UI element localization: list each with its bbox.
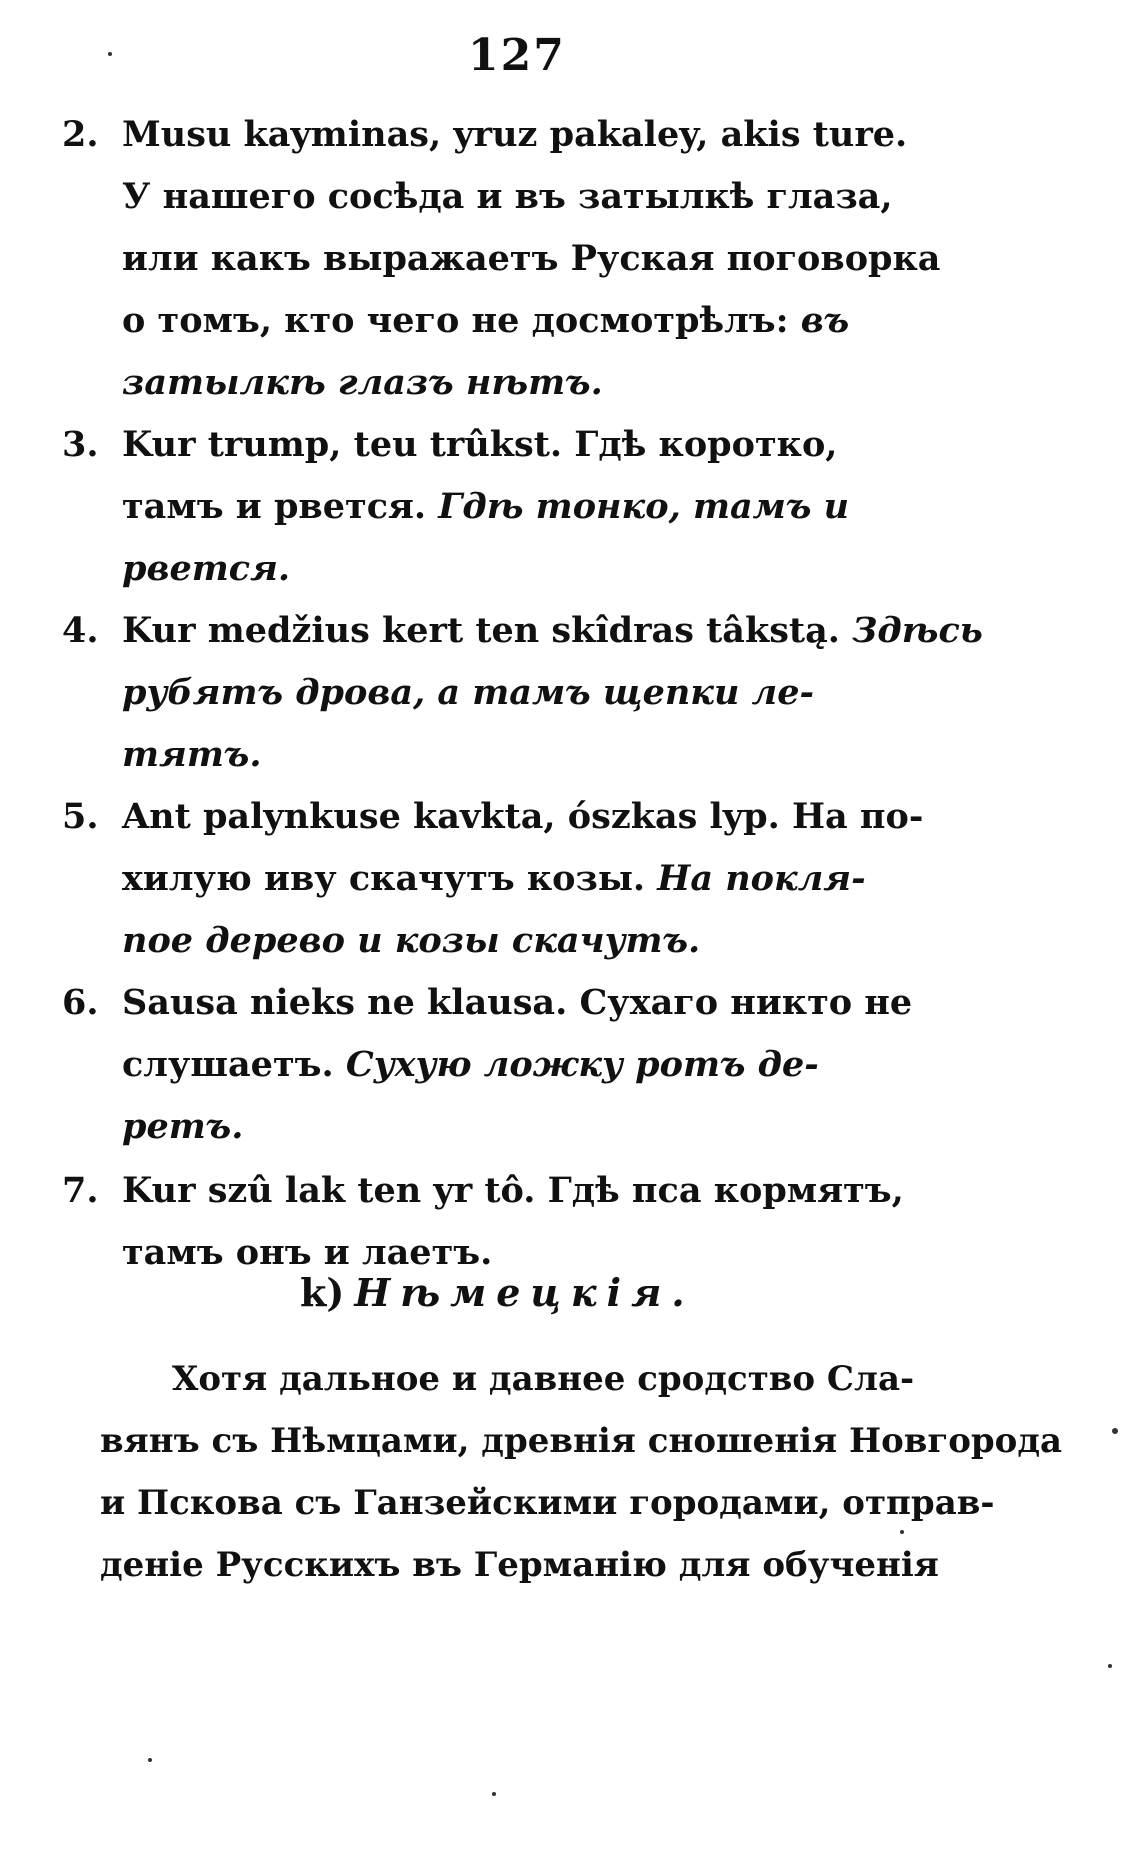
proverb-entry-6: [62, 972, 962, 1158]
entry-line: [62, 414, 962, 476]
entry-italic-text: рубятъ дрова, а тамъ щепки ле-: [122, 672, 815, 713]
entry-italic-text: Сухую ложку ротъ де-: [345, 1044, 819, 1085]
entry-line: [62, 724, 962, 786]
entry-italic-text: затылкѣ глазъ нѣтъ.: [122, 362, 603, 403]
entry-text: У нашего сосѣда и въ затылкѣ глаза,: [122, 176, 893, 217]
scan-speck: [108, 52, 112, 56]
proverb-entry-7: [62, 1160, 962, 1284]
entry-line: [62, 1034, 962, 1096]
entry-line: [62, 104, 962, 166]
scan-speck: [148, 1758, 152, 1762]
entry-italic-text: тятъ.: [122, 734, 262, 775]
entry-number: 3.: [62, 424, 99, 465]
entry-line: [62, 786, 962, 848]
proverb-entry-5: [62, 786, 962, 972]
entry-text: хилую иву скачутъ козы.: [122, 858, 646, 899]
entry-line: [62, 972, 962, 1034]
entry-line: [62, 352, 962, 414]
entry-text: Musu kayminas, yruz pakaley, akis ture.: [122, 114, 908, 155]
entry-number: 4.: [62, 610, 99, 651]
entry-text: Sausa nieks ne klausa. Сухаго никто не: [122, 982, 913, 1023]
entry-line: [62, 228, 962, 290]
entry-italic-text: Здѣсь: [852, 610, 983, 651]
entry-number: 2.: [62, 114, 99, 155]
entry-line: [62, 290, 962, 352]
entry-italic-text: ретъ.: [122, 1106, 244, 1147]
proverb-entry-2: [62, 104, 962, 414]
scan-speck: [900, 1530, 904, 1534]
section-heading: [300, 1270, 695, 1315]
proverb-entry-4: [62, 600, 983, 786]
scan-speck: [1112, 1428, 1118, 1434]
entry-text: или какъ выражаетъ Руская поговорка: [122, 238, 941, 279]
entry-number: 6.: [62, 982, 99, 1023]
entry-text: о томъ, кто чего не досмотрѣлъ:: [122, 300, 789, 341]
entry-line: [62, 476, 962, 538]
entry-italic-text: Гдѣ тонко, тамъ и: [438, 486, 850, 527]
entry-italic-text: На покля-: [657, 858, 866, 899]
proverb-entry-3: [62, 414, 962, 600]
entry-text: Kur szû lak ten yr tô. Гдѣ пса кормятъ,: [122, 1170, 904, 1211]
page-number: 127: [468, 30, 566, 81]
entry-text: Ant palynkuse kavkta, ószkas lyp. На по-: [122, 796, 924, 837]
paragraph-line: и Пскова съ Ганзейскими городами, отправ-: [100, 1483, 995, 1523]
entry-text: Kur medžius kert ten skîdras tâkstą.: [122, 610, 840, 651]
entry-text: слушаетъ.: [122, 1044, 334, 1085]
entry-line: [62, 910, 962, 972]
entry-italic-text: пое дерево и козы скачутъ.: [122, 920, 701, 961]
entry-line: [62, 538, 962, 600]
paragraph-line: деніе Русскихъ въ Германію для обученія: [100, 1545, 939, 1585]
paragraph-line: Хотя дальное и давнее сродство Сла-: [172, 1359, 915, 1399]
section-label: k): [300, 1270, 345, 1315]
entry-text: тамъ онъ и лаетъ.: [122, 1232, 493, 1273]
entry-number: 7.: [62, 1170, 99, 1211]
body-paragraph: [100, 1348, 1063, 1596]
paragraph-line: вянъ съ Нѣмцами, древнія сношенія Новгорода: [100, 1421, 1063, 1461]
entry-line: [62, 166, 962, 228]
entry-italic-text: въ: [800, 300, 850, 341]
entry-line: [62, 600, 983, 662]
entry-line: [62, 1160, 962, 1222]
entry-italic-text: рвется.: [122, 548, 291, 589]
entry-text: Kur trump, teu trûkst. Гдѣ коротко,: [122, 424, 838, 465]
scan-speck: [492, 1792, 496, 1796]
entry-text: тамъ и рвется.: [122, 486, 427, 527]
scan-speck: [1108, 1664, 1112, 1668]
section-title: Нѣмецкія.: [354, 1270, 695, 1315]
entry-number: 5.: [62, 796, 99, 837]
entry-line: [62, 848, 962, 910]
entry-line: [62, 662, 962, 724]
entry-line: [62, 1096, 962, 1158]
